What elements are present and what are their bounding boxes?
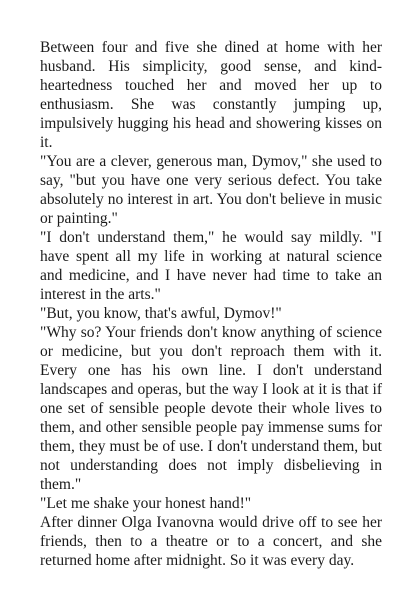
paragraph: After dinner Olga Ivanovna would drive off to see her friends, then to a theatre or to a concert, and she returned home after midnight. So it was every day. — [40, 514, 382, 569]
paragraph: "Let me shake your honest hand!" — [40, 495, 252, 512]
paragraph: "I don't understand them," he would say mildly. "I have spent all my life in working at natural science and medicine, and I have never had time to take an interest in the arts." — [40, 229, 382, 303]
paragraph: Between four and five she dined at home with her husband. His simplicity, good sense, and kind-heartedness touched her and moved her up to enthusiasm. She was constantly jumping up, impulsively hugging his head and showering kisses on it. — [40, 39, 382, 151]
paragraph: "You are a clever, generous man, Dymov," she used to say, "but you have one very serious defect. You take absolutely no interest in art. You don't believe in music or painting." — [40, 153, 382, 227]
paragraph: "Why so? Your friends don't know anything of science or medicine, but you don't reproach them with it. Every one has his own line. I don't understand landscapes and operas, but the way I look at it is that if one set of sensible people devote their whole lives to them, and other sensible people pay immense sums for them, they must be of use. I don't understand them, but not understanding does not imply disbelieving in them." — [40, 324, 382, 493]
document-body — [40, 38, 382, 570]
paragraph: "But, you know, that's awful, Dymov!" — [40, 305, 282, 322]
